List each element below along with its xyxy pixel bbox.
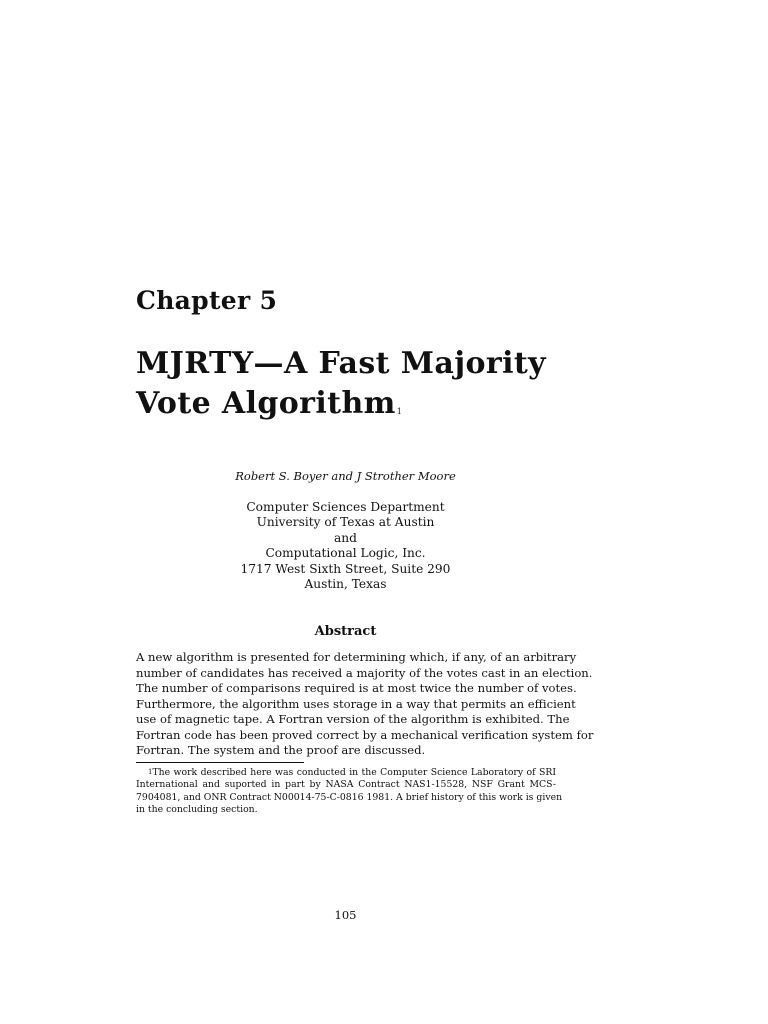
abstract-line: Furthermore, the algorithm uses storage in a way that permits an efficient	[136, 696, 576, 711]
abstract-line: number of candidates has received a majority of the votes cast in an election.	[136, 665, 593, 680]
affiliation-line: University of Texas at Austin	[256, 515, 435, 530]
chapter-title	[136, 344, 636, 424]
abstract-line: Fortran code has been proved correct by a mechanical verification system for	[136, 727, 594, 742]
footnote-line	[136, 767, 556, 779]
chapter-title-line-1: MJRTY—A Fast Majority	[136, 346, 546, 381]
footnote-line: in the concluding section.	[136, 804, 258, 816]
chapter-title-line-2-text: Vote Algorithm	[136, 386, 396, 421]
abstract-line: The number of comparisons required is at most twice the number of votes.	[136, 681, 577, 695]
abstract-line: A new algorithm is presented for determining which, if any, of an arbitrary	[136, 650, 577, 664]
affiliation-line: and	[334, 530, 357, 545]
abstract-body	[136, 650, 594, 759]
footnote-divider	[136, 762, 304, 763]
affiliation-line: Computational Logic, Inc.	[265, 546, 426, 561]
abstract-line: use of magnetic tape. A Fortran version of the algorithm is exhibited. The	[136, 712, 570, 726]
footnote-marker: 1	[148, 768, 153, 776]
affiliation-line: Austin, Texas	[304, 577, 387, 592]
chapter-label: Chapter 5	[136, 286, 278, 315]
footnote	[136, 767, 563, 817]
chapter-title-line-2	[136, 384, 636, 424]
footnote-line: International and suported in part by NASA Contract NAS1-15528, NSF Grant MCS-	[136, 779, 556, 791]
page-number: 105	[334, 908, 357, 922]
affiliation-block	[136, 500, 555, 592]
affiliation-line: 1717 West Sixth Street, Suite 290	[240, 561, 451, 576]
author-names: Robert S. Boyer and J Strother Moore	[235, 469, 456, 483]
footnote-line-text: The work described here was conducted in the Computer Science Laboratory of SRI	[152, 767, 556, 778]
abstract-heading: Abstract	[314, 624, 377, 639]
abstract-line: Fortran. The system and the proof are discussed.	[136, 743, 426, 757]
footnote-line: 7904081, and ONR Contract N00014-75-C-0816 1981. A brief history of this work is given	[136, 791, 563, 803]
title-footnote-marker: 1	[396, 407, 403, 416]
affiliation-line: Computer Sciences Department	[246, 500, 445, 514]
